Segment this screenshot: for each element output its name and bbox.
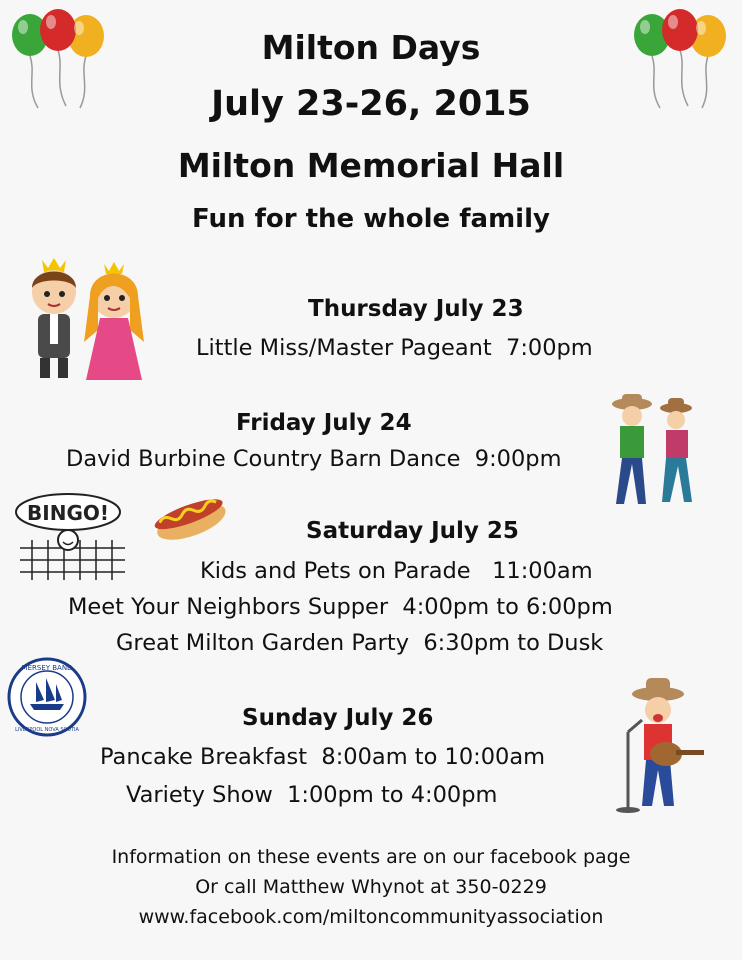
event-pancake-breakfast: Pancake Breakfast 8:00am to 10:00am: [100, 744, 546, 770]
footer-phone: Or call Matthew Whynot at 350-0229: [195, 876, 547, 898]
thursday-heading: Thursday July 23: [308, 296, 524, 322]
event-tagline: Fun for the whole family: [192, 204, 550, 234]
band-logo-bottom-text: LIVERPOOL NOVA SCOTIA: [15, 727, 79, 733]
event-title: Milton Days: [261, 28, 481, 67]
event-garden-party: Great Milton Garden Party 6:30pm to Dusk: [116, 630, 604, 656]
event-venue: Milton Memorial Hall: [177, 146, 565, 185]
saturday-heading: Saturday July 25: [306, 518, 519, 544]
bingo-text: BINGO!: [27, 501, 109, 525]
country-dancers-icon: [606, 392, 701, 517]
sunday-heading: Sunday July 26: [242, 705, 434, 731]
hot-dog-icon: [150, 488, 230, 548]
footer-facebook-url: www.facebook.com/miltoncommunityassociation: [138, 906, 604, 928]
singing-cowboy-icon: [606, 676, 706, 816]
event-pageant: Little Miss/Master Pageant 7:00pm: [196, 335, 593, 361]
event-dates: July 23-26, 2015: [211, 84, 531, 124]
event-kids-pets-parade: Kids and Pets on Parade 11:00am: [200, 558, 593, 584]
band-logo-top-text: MERSEY BAND: [21, 664, 73, 672]
friday-heading: Friday July 24: [236, 410, 412, 436]
event-neighbors-supper: Meet Your Neighbors Supper 4:00pm to 6:00pm: [68, 594, 613, 620]
prince-princess-icon: [20, 252, 150, 387]
footer-info: Information on these events are on our facebook page: [111, 846, 631, 868]
event-variety-show: Variety Show 1:00pm to 4:00pm: [126, 782, 498, 808]
mersey-band-logo: [6, 656, 88, 738]
event-barn-dance: David Burbine Country Barn Dance 9:00pm: [66, 446, 562, 472]
bingo-icon: [10, 490, 135, 582]
